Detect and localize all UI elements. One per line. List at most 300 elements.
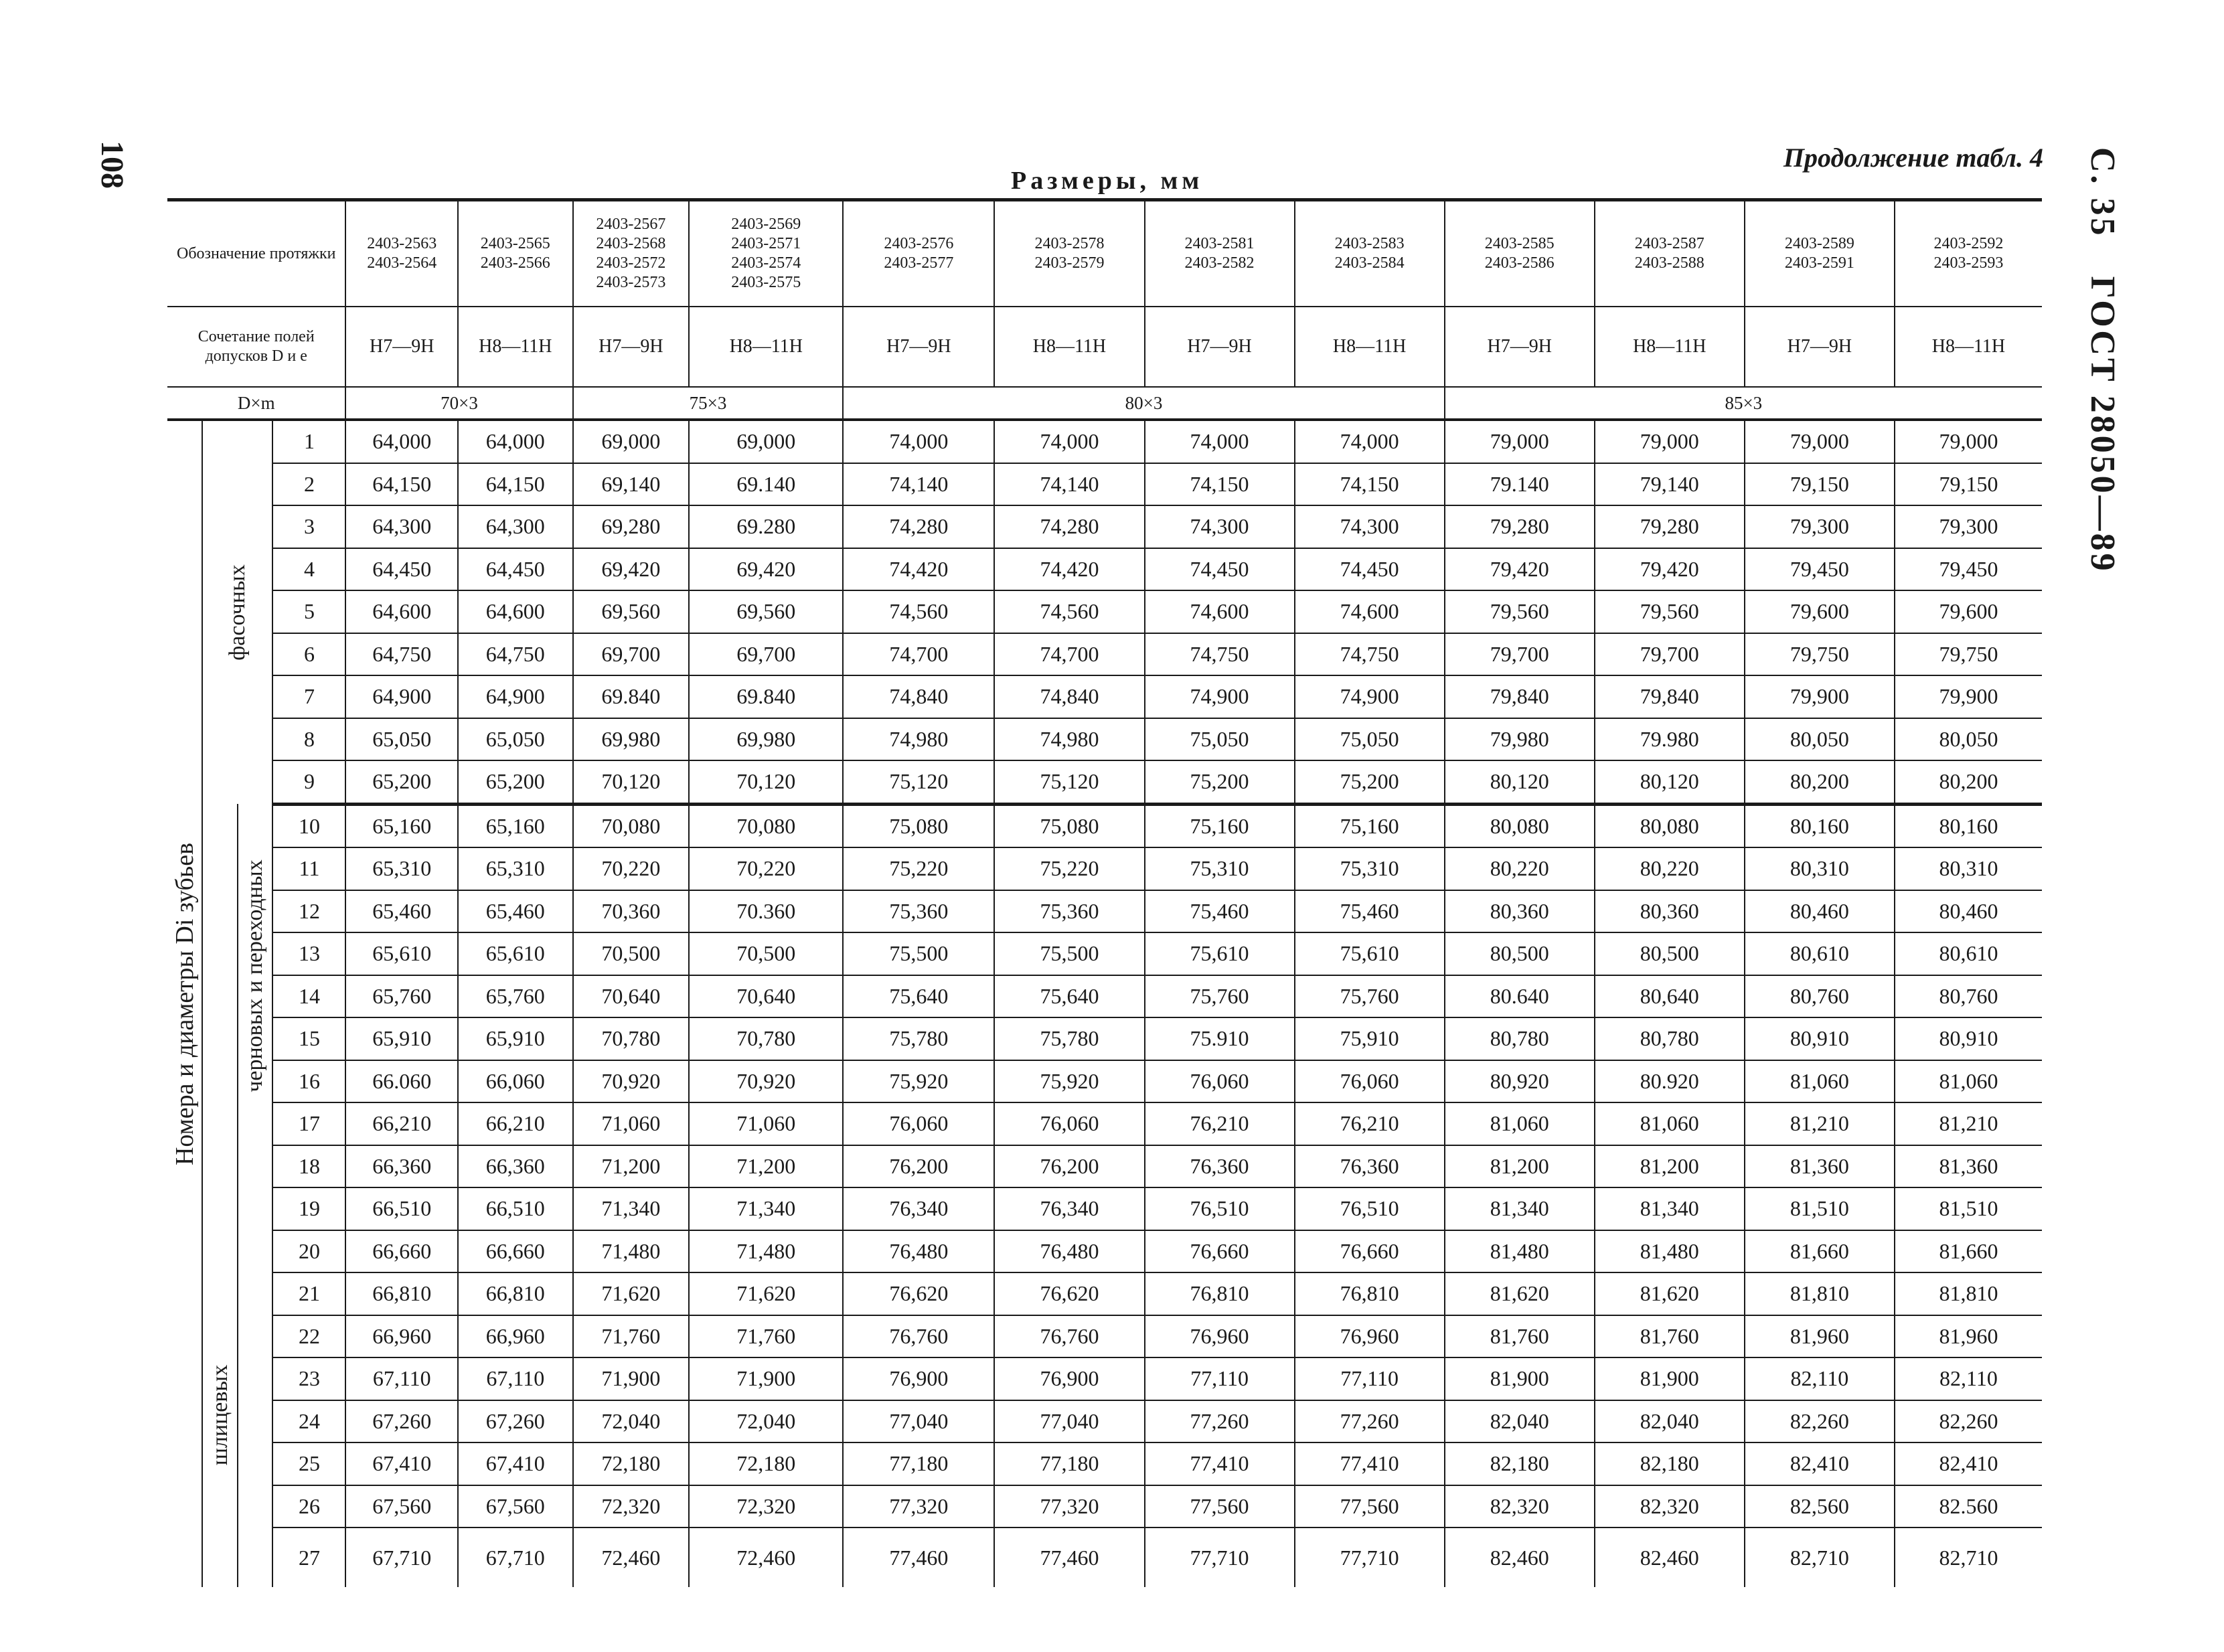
- side-label-shaped-text: фасочных: [224, 564, 250, 661]
- dxm-label: D×m: [167, 387, 345, 420]
- diameter-cell: 65,610: [458, 932, 573, 975]
- diameter-cell: 74,700: [994, 633, 1144, 676]
- broach-designation: 2403-2565 2403-2566: [458, 200, 573, 307]
- diameter-cell: 72,320: [689, 1485, 843, 1528]
- broach-designation: 2403-2563 2403-2564: [345, 200, 458, 307]
- diameter-cell: 76,200: [994, 1145, 1144, 1188]
- diameter-cell: 79,840: [1445, 675, 1595, 718]
- tolerance-combination: H7—9H: [573, 307, 690, 387]
- diameter-cell: 74,300: [1295, 505, 1445, 548]
- tolerance-combination: H8—11H: [1595, 307, 1745, 387]
- diameter-cell: 65,760: [458, 975, 573, 1018]
- diameter-cell: 76,900: [994, 1357, 1144, 1400]
- table-row: [167, 633, 2042, 676]
- diameter-cell: 80,760: [1745, 975, 1895, 1018]
- tolerance-combination: H7—9H: [345, 307, 458, 387]
- diameter-cell: 81,360: [1745, 1145, 1895, 1188]
- tooth-number: 13: [272, 932, 345, 975]
- diameter-cell: 71,200: [689, 1145, 843, 1188]
- diameter-cell: 79,560: [1445, 590, 1595, 633]
- diameter-cell: 80,610: [1745, 932, 1895, 975]
- diameter-cell: 74,150: [1295, 463, 1445, 506]
- diameter-cell: 65,460: [345, 890, 458, 933]
- diameter-cell: 81,620: [1595, 1272, 1745, 1315]
- diameter-cell: 77,040: [994, 1400, 1144, 1443]
- diameter-cell: 74,000: [1295, 420, 1445, 463]
- diameter-cell: 75,760: [1295, 975, 1445, 1018]
- table-row: [167, 760, 2042, 804]
- diameter-cell: 71,060: [573, 1102, 690, 1145]
- diameter-cell: 72,460: [573, 1527, 690, 1587]
- diameter-cell: 64,300: [458, 505, 573, 548]
- diameter-cell: 69,560: [573, 590, 690, 633]
- broach-designation: 2403-2567 2403-2568 2403-2572 2403-2573: [573, 200, 690, 307]
- diameter-cell: 76,960: [1295, 1315, 1445, 1358]
- diameter-cell: 80,200: [1895, 760, 2042, 804]
- diameter-cell: 67,260: [458, 1400, 573, 1443]
- diameter-cell: 75,080: [843, 804, 994, 847]
- diameter-cell: 71,340: [689, 1187, 843, 1230]
- diameter-cell: 70,080: [573, 804, 690, 847]
- diameter-cell: 75,200: [1145, 760, 1295, 804]
- diameter-cell: 81,480: [1445, 1230, 1595, 1273]
- diameter-cell: 72,460: [689, 1527, 843, 1587]
- diameter-cell: 81,960: [1745, 1315, 1895, 1358]
- diameter-cell: 80,310: [1745, 847, 1895, 890]
- diameter-cell: 81,760: [1595, 1315, 1745, 1358]
- diameter-cell: 79,840: [1595, 675, 1745, 718]
- diameter-cell: 75,220: [994, 847, 1144, 890]
- diameter-cell: 65,160: [345, 804, 458, 847]
- page-number: 108: [94, 141, 130, 189]
- table-row: [167, 975, 2042, 1018]
- diameter-cell: 65,050: [458, 718, 573, 761]
- diameter-cell: 75,500: [843, 932, 994, 975]
- diameter-cell: 76,060: [1295, 1060, 1445, 1103]
- diameter-cell: 69,000: [689, 420, 843, 463]
- diameter-cell: 66,960: [345, 1315, 458, 1358]
- dimensions-table-wrap: [167, 198, 2042, 1587]
- diameter-cell: 75,920: [843, 1060, 994, 1103]
- diameter-cell: 76,760: [994, 1315, 1144, 1358]
- designation-label: Обозначение протяжки: [167, 200, 345, 307]
- tolerance-combination: H8—11H: [1295, 307, 1445, 387]
- diameter-cell: 66,060: [458, 1060, 573, 1103]
- diameter-cell: 81,210: [1895, 1102, 2042, 1145]
- diameter-cell: 80,080: [1595, 804, 1745, 847]
- diameter-cell: 65,310: [345, 847, 458, 890]
- table-row: [167, 890, 2042, 933]
- diameter-cell: 79,140: [1595, 463, 1745, 506]
- diameter-cell: 80,120: [1445, 760, 1595, 804]
- diameter-cell: 64,300: [345, 505, 458, 548]
- diameter-cell: 82,410: [1895, 1442, 2042, 1485]
- diameter-cell: 75,310: [1145, 847, 1295, 890]
- diameter-cell: 75,500: [994, 932, 1144, 975]
- diameter-cell: 82,110: [1895, 1357, 2042, 1400]
- diameter-cell: 75,780: [843, 1017, 994, 1060]
- table-row: [167, 1357, 2042, 1400]
- diameter-cell: 70,640: [689, 975, 843, 1018]
- diameter-cell: 70,500: [573, 932, 690, 975]
- diameter-cell: 80,220: [1595, 847, 1745, 890]
- tolerance-row: [167, 307, 2042, 387]
- table-row: [167, 1102, 2042, 1145]
- table-row: [167, 1060, 2042, 1103]
- diameter-cell: 66,660: [458, 1230, 573, 1273]
- diameter-cell: 66,960: [458, 1315, 573, 1358]
- diameter-cell: 77,180: [843, 1442, 994, 1485]
- diameter-cell: 75,780: [994, 1017, 1144, 1060]
- tooth-number: 20: [272, 1230, 345, 1273]
- diameter-cell: 75.910: [1145, 1017, 1295, 1060]
- diameter-cell: 76,060: [1145, 1060, 1295, 1103]
- tooth-number: 5: [272, 590, 345, 633]
- diameter-cell: 75,200: [1295, 760, 1445, 804]
- diameter-cell: 82,410: [1745, 1442, 1895, 1485]
- diameter-cell: 74,980: [994, 718, 1144, 761]
- diameter-cell: 64,450: [345, 548, 458, 591]
- diameter-cell: 80,220: [1445, 847, 1595, 890]
- diameter-cell: 64,600: [458, 590, 573, 633]
- diameter-cell: 76,510: [1295, 1187, 1445, 1230]
- tooth-number: 27: [272, 1527, 345, 1587]
- table-row: [167, 590, 2042, 633]
- diameter-cell: 76,620: [994, 1272, 1144, 1315]
- diameter-cell: 70,920: [689, 1060, 843, 1103]
- broach-designation: 2403-2585 2403-2586: [1445, 200, 1595, 307]
- diameter-cell: 76,480: [994, 1230, 1144, 1273]
- diameter-cell: 81,510: [1745, 1187, 1895, 1230]
- diameter-cell: 76,210: [1145, 1102, 1295, 1145]
- diameter-cell: 74,560: [843, 590, 994, 633]
- diameter-cell: 79,150: [1745, 463, 1895, 506]
- diameter-cell: 79,700: [1445, 633, 1595, 676]
- table-row: [167, 1315, 2042, 1358]
- tooth-number: 16: [272, 1060, 345, 1103]
- diameter-cell: 70,220: [573, 847, 690, 890]
- tooth-number: 14: [272, 975, 345, 1018]
- diameter-cell: 74,000: [994, 420, 1144, 463]
- diameter-cell: 79,450: [1745, 548, 1895, 591]
- diameter-cell: 76,660: [1295, 1230, 1445, 1273]
- diameter-cell: 76,760: [843, 1315, 994, 1358]
- diameter-cell: 70,500: [689, 932, 843, 975]
- diameter-cell: 70,920: [573, 1060, 690, 1103]
- diameter-cell: 74,140: [843, 463, 994, 506]
- diameter-cell: 79,000: [1445, 420, 1595, 463]
- diameter-cell: 80,760: [1895, 975, 2042, 1018]
- diameter-cell: 80,310: [1895, 847, 2042, 890]
- diameter-cell: 80,910: [1745, 1017, 1895, 1060]
- tolerance-combination: H8—11H: [458, 307, 573, 387]
- diameter-cell: 79,300: [1745, 505, 1895, 548]
- units-title: Размеры, мм: [1011, 167, 1204, 195]
- broach-designation: 2403-2589 2403-2591: [1745, 200, 1895, 307]
- diameter-cell: 81,620: [1445, 1272, 1595, 1315]
- diameter-cell: 67,410: [458, 1442, 573, 1485]
- diameter-cell: 81,900: [1445, 1357, 1595, 1400]
- diameter-cell: 79,280: [1595, 505, 1745, 548]
- broach-designation: 2403-2576 2403-2577: [843, 200, 994, 307]
- tooth-number: 17: [272, 1102, 345, 1145]
- diameter-cell: 82,180: [1595, 1442, 1745, 1485]
- diameter-cell: 64,900: [458, 675, 573, 718]
- diameter-cell: 76,340: [843, 1187, 994, 1230]
- diameter-cell: 69,980: [689, 718, 843, 761]
- diameter-cell: 66,510: [345, 1187, 458, 1230]
- diameter-cell: 80,610: [1895, 932, 2042, 975]
- diameter-cell: 75,640: [994, 975, 1144, 1018]
- diameter-cell: 64,750: [345, 633, 458, 676]
- gost-code: ГОСТ 28050—89: [2083, 276, 2122, 574]
- diameter-cell: 80,050: [1745, 718, 1895, 761]
- diameter-cell: 64,150: [458, 463, 573, 506]
- diameter-cell: 66,660: [345, 1230, 458, 1273]
- diameter-cell: 76,480: [843, 1230, 994, 1273]
- diameter-cell: 75,310: [1295, 847, 1445, 890]
- diameter-cell: 64,450: [458, 548, 573, 591]
- diameter-cell: 79,900: [1895, 675, 2042, 718]
- diameter-cell: 67,560: [458, 1485, 573, 1528]
- diameter-cell: 81,360: [1895, 1145, 2042, 1188]
- diameter-cell: 76,360: [1145, 1145, 1295, 1188]
- table-row: [167, 1230, 2042, 1273]
- diameter-cell: 66,810: [345, 1272, 458, 1315]
- diameter-cell: 74,000: [843, 420, 994, 463]
- table-row: [167, 1400, 2042, 1443]
- diameter-cell: 80,920: [1445, 1060, 1595, 1103]
- diameter-cell: 76,340: [994, 1187, 1144, 1230]
- diameter-cell: 80,160: [1745, 804, 1895, 847]
- diameter-cell: 70,220: [689, 847, 843, 890]
- diameter-cell: 80,360: [1595, 890, 1745, 933]
- diameter-cell: 77,560: [1145, 1485, 1295, 1528]
- diameter-cell: 72,320: [573, 1485, 690, 1528]
- side-label-roughing-text: черновых и переходных: [242, 859, 268, 1093]
- diameter-cell: 67,110: [458, 1357, 573, 1400]
- diameter-cell: 74,600: [1145, 590, 1295, 633]
- diameter-cell: 77,560: [1295, 1485, 1445, 1528]
- diameter-cell: 64,000: [345, 420, 458, 463]
- table-row: [167, 548, 2042, 591]
- diameter-cell: 80.920: [1595, 1060, 1745, 1103]
- diameter-cell: 64,150: [345, 463, 458, 506]
- diameter-cell: 66,810: [458, 1272, 573, 1315]
- table-row: [167, 718, 2042, 761]
- diameter-cell: 82,320: [1445, 1485, 1595, 1528]
- diameter-cell: 79,150: [1895, 463, 2042, 506]
- tooth-number: 24: [272, 1400, 345, 1443]
- diameter-cell: 81,340: [1445, 1187, 1595, 1230]
- diameter-cell: 74,450: [1295, 548, 1445, 591]
- diameter-cell: 65,200: [345, 760, 458, 804]
- tooth-number: 22: [272, 1315, 345, 1358]
- diameter-cell: 81,200: [1595, 1145, 1745, 1188]
- diameter-cell: 71,760: [573, 1315, 690, 1358]
- broach-designation: 2403-2578 2403-2579: [994, 200, 1144, 307]
- diameter-cell: 70,120: [689, 760, 843, 804]
- diameter-cell: 80,160: [1895, 804, 2042, 847]
- diameter-cell: 74,900: [1295, 675, 1445, 718]
- diameter-cell: 74,280: [843, 505, 994, 548]
- diameter-cell: 70.360: [689, 890, 843, 933]
- diameter-cell: 76,060: [994, 1102, 1144, 1145]
- diameter-cell: 80.640: [1445, 975, 1595, 1018]
- diameter-cell: 79,450: [1895, 548, 2042, 591]
- diameter-cell: 74,000: [1145, 420, 1295, 463]
- diameter-cell: 81,060: [1445, 1102, 1595, 1145]
- diameter-cell: 81,210: [1745, 1102, 1895, 1145]
- diameter-cell: 74,560: [994, 590, 1144, 633]
- diameter-cell: 75,460: [1295, 890, 1445, 933]
- side-label-shaped: [202, 420, 272, 804]
- diameter-cell: 81,200: [1445, 1145, 1595, 1188]
- diameter-cell: 80,910: [1895, 1017, 2042, 1060]
- diameter-cell: 81,060: [1595, 1102, 1745, 1145]
- diameter-cell: 66,210: [345, 1102, 458, 1145]
- diameter-cell: 71,760: [689, 1315, 843, 1358]
- diameter-cell: 66,360: [345, 1145, 458, 1188]
- diameter-cell: 76,360: [1295, 1145, 1445, 1188]
- diameter-cell: 81,060: [1895, 1060, 2042, 1103]
- diameter-cell: 74,150: [1145, 463, 1295, 506]
- table-row: [167, 1187, 2042, 1230]
- tolerance-combination: H8—11H: [1895, 307, 2042, 387]
- diameter-cell: 64,600: [345, 590, 458, 633]
- diameter-cell: 74,600: [1295, 590, 1445, 633]
- diameter-cell: 81,960: [1895, 1315, 2042, 1358]
- diameter-cell: 82,260: [1745, 1400, 1895, 1443]
- diameter-cell: 79,600: [1745, 590, 1895, 633]
- diameter-cell: 64,000: [458, 420, 573, 463]
- diameter-cell: 69,420: [689, 548, 843, 591]
- diameter-cell: 75,920: [994, 1060, 1144, 1103]
- diameter-cell: 65,200: [458, 760, 573, 804]
- tooth-number: 21: [272, 1272, 345, 1315]
- tolerance-combination: H8—11H: [994, 307, 1144, 387]
- diameter-cell: 77,260: [1295, 1400, 1445, 1443]
- diameter-cell: 65,050: [345, 718, 458, 761]
- diameter-cell: 75,160: [1145, 804, 1295, 847]
- diameter-cell: 79,420: [1595, 548, 1745, 591]
- diameter-cell: 74,450: [1145, 548, 1295, 591]
- diameter-cell: 69.140: [689, 463, 843, 506]
- diameter-cell: 71,200: [573, 1145, 690, 1188]
- diameter-cell: 69,980: [573, 718, 690, 761]
- tooth-number: 19: [272, 1187, 345, 1230]
- diameter-cell: 75,120: [994, 760, 1144, 804]
- side-label-main: [167, 420, 202, 1587]
- diameter-cell: 75,220: [843, 847, 994, 890]
- diameter-cell: 65,760: [345, 975, 458, 1018]
- diameter-cell: 69,700: [573, 633, 690, 676]
- diameter-cell: 72,040: [573, 1400, 690, 1443]
- tooth-number: 26: [272, 1485, 345, 1528]
- diameter-cell: 70,080: [689, 804, 843, 847]
- dxm-group: 80×3: [843, 387, 1444, 420]
- diameter-cell: 76,810: [1145, 1272, 1295, 1315]
- diameter-cell: 82,710: [1895, 1527, 2042, 1587]
- dimensions-table: [167, 198, 2042, 1587]
- diameter-cell: 81,060: [1745, 1060, 1895, 1103]
- diameter-cell: 79,300: [1895, 505, 2042, 548]
- diameter-cell: 70,360: [573, 890, 690, 933]
- side-label-roughing: [238, 804, 272, 1587]
- gost-page: С. 35: [2083, 147, 2122, 238]
- diameter-cell: 76,660: [1145, 1230, 1295, 1273]
- diameter-cell: 76,620: [843, 1272, 994, 1315]
- diameter-cell: 81,510: [1895, 1187, 2042, 1230]
- diameter-cell: 71,900: [689, 1357, 843, 1400]
- tooth-number: 1: [272, 420, 345, 463]
- diameter-cell: 77,260: [1145, 1400, 1295, 1443]
- diameter-cell: 77,710: [1295, 1527, 1445, 1587]
- diameter-cell: 65,910: [458, 1017, 573, 1060]
- diameter-cell: 77,180: [994, 1442, 1144, 1485]
- diameter-cell: 76,900: [843, 1357, 994, 1400]
- diameter-cell: 80,050: [1895, 718, 2042, 761]
- diameter-cell: 70,120: [573, 760, 690, 804]
- tooth-number: 12: [272, 890, 345, 933]
- tooth-number: 6: [272, 633, 345, 676]
- diameter-cell: 77,460: [994, 1527, 1144, 1587]
- table-row: [167, 1527, 2042, 1587]
- diameter-cell: 77,110: [1295, 1357, 1445, 1400]
- diameter-cell: 81,760: [1445, 1315, 1595, 1358]
- diameter-cell: 79.980: [1595, 718, 1745, 761]
- tooth-number: 2: [272, 463, 345, 506]
- diameter-cell: 71,340: [573, 1187, 690, 1230]
- diameter-cell: 80,780: [1595, 1017, 1745, 1060]
- diameter-cell: 77,320: [843, 1485, 994, 1528]
- diameter-cell: 74,300: [1145, 505, 1295, 548]
- diameter-cell: 81,480: [1595, 1230, 1745, 1273]
- table-row: [167, 1145, 2042, 1188]
- diameter-cell: 70,780: [689, 1017, 843, 1060]
- tolerance-combination: H7—9H: [1145, 307, 1295, 387]
- diameter-cell: 79,750: [1745, 633, 1895, 676]
- diameter-cell: 67,110: [345, 1357, 458, 1400]
- diameter-cell: 69.840: [689, 675, 843, 718]
- table-row: [167, 420, 2042, 463]
- diameter-cell: 79,750: [1895, 633, 2042, 676]
- diameter-cell: 71,480: [689, 1230, 843, 1273]
- diameter-cell: 79,560: [1595, 590, 1745, 633]
- tolerance-combination: H7—9H: [843, 307, 994, 387]
- diameter-cell: 77,460: [843, 1527, 994, 1587]
- diameter-cell: 81,810: [1895, 1272, 2042, 1315]
- diameter-cell: 72,180: [573, 1442, 690, 1485]
- diameter-cell: 65,910: [345, 1017, 458, 1060]
- diameter-cell: 80,500: [1595, 932, 1745, 975]
- diameter-cell: 69,000: [573, 420, 690, 463]
- table-continuation-note: Продолжение табл. 4: [1783, 143, 2043, 173]
- diameter-cell: 74,840: [843, 675, 994, 718]
- diameter-cell: 77,320: [994, 1485, 1144, 1528]
- diameter-cell: 82,560: [1745, 1485, 1895, 1528]
- tooth-number: 8: [272, 718, 345, 761]
- diameter-cell: 69.280: [689, 505, 843, 548]
- diameter-cell: 69,280: [573, 505, 690, 548]
- tooth-number: 18: [272, 1145, 345, 1188]
- diameter-cell: 80,780: [1445, 1017, 1595, 1060]
- tolerance-label: Сочетание полей допусков D и e: [167, 307, 345, 387]
- diameter-cell: 69,560: [689, 590, 843, 633]
- diameter-cell: 65,610: [345, 932, 458, 975]
- diameter-cell: 80,080: [1445, 804, 1595, 847]
- diameter-cell: 75,080: [994, 804, 1144, 847]
